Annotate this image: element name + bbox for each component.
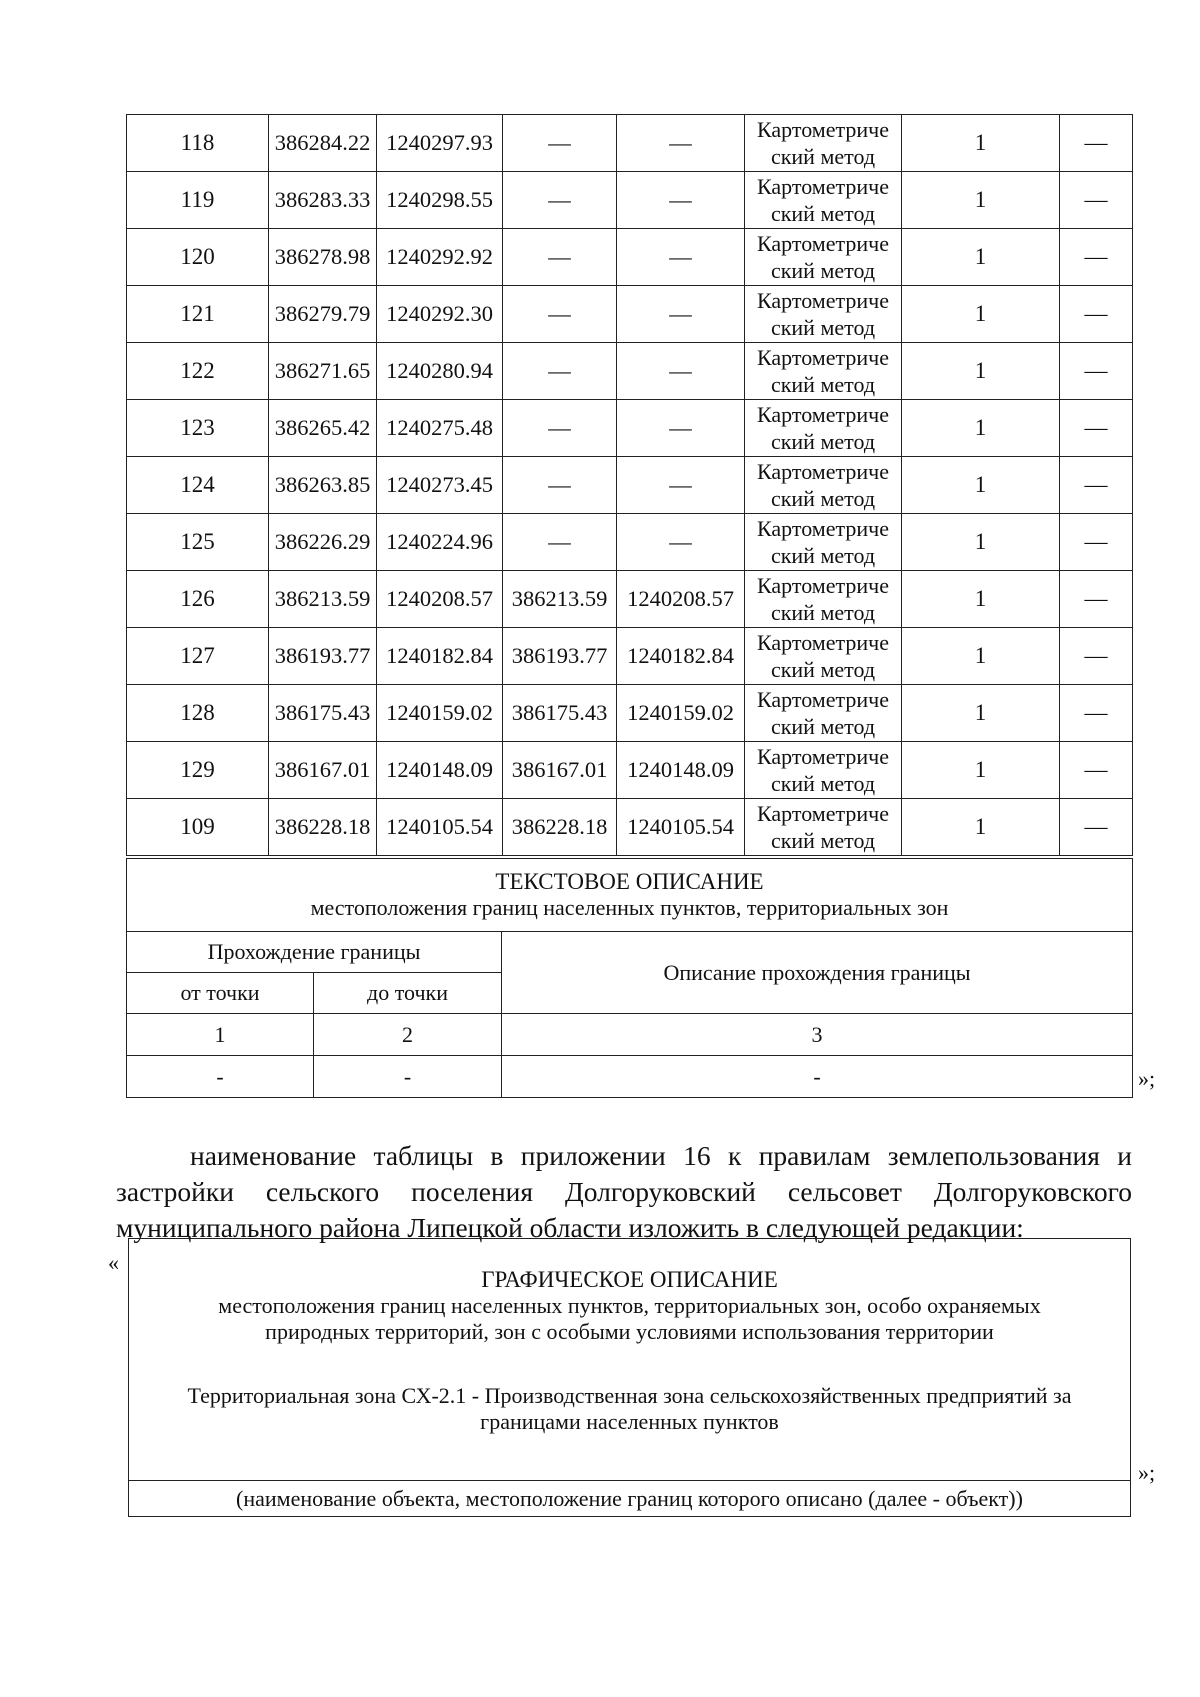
method: Картометриче ский метод bbox=[745, 457, 902, 514]
graphic-description-table bbox=[128, 1238, 1131, 1517]
table-row bbox=[127, 685, 1133, 742]
row-to-point: - bbox=[314, 1056, 502, 1098]
header-to-point: до точки bbox=[314, 973, 502, 1014]
coord-y: 1240298.55 bbox=[377, 172, 503, 229]
note: — bbox=[1060, 457, 1133, 514]
row-description: - bbox=[502, 1056, 1133, 1098]
column-number-3: 3 bbox=[502, 1014, 1133, 1056]
method: Картометриче ский метод bbox=[745, 286, 902, 343]
coord-y-prev: 1240105.54 bbox=[617, 799, 745, 856]
table-row bbox=[127, 742, 1133, 799]
coord-x-prev: 386167.01 bbox=[503, 742, 617, 799]
table-row bbox=[127, 628, 1133, 685]
accuracy: 1 bbox=[902, 457, 1060, 514]
table-row bbox=[127, 229, 1133, 286]
table-row bbox=[127, 286, 1133, 343]
coord-x-prev: — bbox=[503, 343, 617, 400]
coordinates-table bbox=[126, 114, 1133, 856]
coord-x: 386228.18 bbox=[269, 799, 377, 856]
point-number: 124 bbox=[127, 457, 269, 514]
point-number: 119 bbox=[127, 172, 269, 229]
coord-y: 1240159.02 bbox=[377, 685, 503, 742]
coord-y: 1240275.48 bbox=[377, 400, 503, 457]
table-row bbox=[127, 457, 1133, 514]
accuracy: 1 bbox=[902, 742, 1060, 799]
point-number: 126 bbox=[127, 571, 269, 628]
open-quote: « bbox=[108, 1250, 119, 1275]
table-row bbox=[127, 571, 1133, 628]
point-number: 122 bbox=[127, 343, 269, 400]
column-number-2: 2 bbox=[314, 1014, 502, 1056]
accuracy: 1 bbox=[902, 628, 1060, 685]
coord-x-prev: — bbox=[503, 286, 617, 343]
coord-y: 1240224.96 bbox=[377, 514, 503, 571]
text-description-title-row bbox=[127, 859, 1133, 932]
accuracy: 1 bbox=[902, 229, 1060, 286]
table-row bbox=[127, 115, 1133, 172]
text-description-title: ТЕКСТОВОЕ ОПИСАНИЕ bbox=[495, 869, 764, 894]
coordinates-table-body bbox=[127, 115, 1133, 856]
coord-x: 386213.59 bbox=[269, 571, 377, 628]
coord-x: 386284.22 bbox=[269, 115, 377, 172]
note: — bbox=[1060, 742, 1133, 799]
coord-y-prev: — bbox=[617, 400, 745, 457]
note: — bbox=[1060, 400, 1133, 457]
coord-y-prev: 1240148.09 bbox=[617, 742, 745, 799]
zone-name-line-2: границами населенных пунктов bbox=[480, 1409, 779, 1434]
note: — bbox=[1060, 628, 1133, 685]
accuracy: 1 bbox=[902, 799, 1060, 856]
coord-x-prev: — bbox=[503, 514, 617, 571]
note: — bbox=[1060, 229, 1133, 286]
graphic-description-title: ГРАФИЧЕСКОЕ ОПИСАНИЕ bbox=[481, 1267, 778, 1292]
paragraph-line-2: застройки сельского поселения Долгоруковский сельсовет Долгоруковского bbox=[116, 1176, 1132, 1207]
graphic-description-caption-row bbox=[129, 1481, 1131, 1517]
coord-x: 386226.29 bbox=[269, 514, 377, 571]
coord-y: 1240297.93 bbox=[377, 115, 503, 172]
point-number: 118 bbox=[127, 115, 269, 172]
table-row bbox=[127, 400, 1133, 457]
table-row bbox=[127, 172, 1133, 229]
coord-x-prev: 386175.43 bbox=[503, 685, 617, 742]
accuracy: 1 bbox=[902, 685, 1060, 742]
header-passage: Прохождение границы bbox=[127, 932, 502, 973]
coord-y: 1240280.94 bbox=[377, 343, 503, 400]
coord-y-prev: — bbox=[617, 343, 745, 400]
coord-x-prev: — bbox=[503, 115, 617, 172]
table-row bbox=[127, 514, 1133, 571]
method: Картометриче ский метод bbox=[745, 115, 902, 172]
header-from-point: от точки bbox=[127, 973, 314, 1014]
close-quote-2: »; bbox=[1138, 1460, 1156, 1485]
point-number: 121 bbox=[127, 286, 269, 343]
method: Картометриче ский метод bbox=[745, 343, 902, 400]
row-from-point: - bbox=[127, 1056, 314, 1098]
zone-name-line-1: Территориальная зона СХ-2.1 - Производственная зона сельскохозяйственных предприятий за bbox=[187, 1383, 1072, 1408]
coord-y-prev: 1240182.84 bbox=[617, 628, 745, 685]
amendment-paragraph bbox=[116, 1138, 1132, 1246]
coord-x-prev: — bbox=[503, 400, 617, 457]
coord-x-prev: 386228.18 bbox=[503, 799, 617, 856]
graphic-description-cell bbox=[129, 1239, 1131, 1481]
point-number: 129 bbox=[127, 742, 269, 799]
coord-y-prev: 1240208.57 bbox=[617, 571, 745, 628]
accuracy: 1 bbox=[902, 286, 1060, 343]
point-number: 125 bbox=[127, 514, 269, 571]
method: Картометриче ский метод bbox=[745, 628, 902, 685]
coord-y-prev: — bbox=[617, 172, 745, 229]
text-description-subtitle: местоположения границ населенных пунктов, территориальных зон bbox=[310, 895, 949, 920]
accuracy: 1 bbox=[902, 115, 1060, 172]
coord-x: 386265.42 bbox=[269, 400, 377, 457]
coord-x: 386283.33 bbox=[269, 172, 377, 229]
note: — bbox=[1060, 343, 1133, 400]
method: Картометриче ский метод bbox=[745, 172, 902, 229]
method: Картометриче ский метод bbox=[745, 799, 902, 856]
point-number: 120 bbox=[127, 229, 269, 286]
coord-x: 386278.98 bbox=[269, 229, 377, 286]
coord-x-prev: — bbox=[503, 172, 617, 229]
coord-x: 386193.77 bbox=[269, 628, 377, 685]
coord-y-prev: — bbox=[617, 286, 745, 343]
note: — bbox=[1060, 799, 1133, 856]
method: Картометриче ский метод bbox=[745, 571, 902, 628]
accuracy: 1 bbox=[902, 514, 1060, 571]
coord-y-prev: — bbox=[617, 229, 745, 286]
text-description-table bbox=[126, 858, 1133, 1098]
coord-y: 1240105.54 bbox=[377, 799, 503, 856]
method: Картометриче ский метод bbox=[745, 229, 902, 286]
point-number: 123 bbox=[127, 400, 269, 457]
text-description-title-cell bbox=[127, 859, 1133, 932]
graphic-description-subtitle-2: природных территорий, зон с особыми условиями использования территории bbox=[265, 1319, 994, 1344]
coord-y: 1240292.92 bbox=[377, 229, 503, 286]
graphic-description-main-row bbox=[129, 1239, 1131, 1481]
coord-x: 386271.65 bbox=[269, 343, 377, 400]
table-row bbox=[127, 799, 1133, 856]
graphic-description-subtitle-1: местоположения границ населенных пунктов, территориальных зон, особо охраняемых bbox=[218, 1293, 1041, 1318]
object-caption: (наименование объекта, местоположение границ которого описано (далее - объект)) bbox=[129, 1481, 1131, 1517]
column-number-1: 1 bbox=[127, 1014, 314, 1056]
coord-y-prev: — bbox=[617, 514, 745, 571]
coord-x: 386263.85 bbox=[269, 457, 377, 514]
coord-x-prev: 386193.77 bbox=[503, 628, 617, 685]
text-description-data-row bbox=[127, 1056, 1133, 1098]
coord-x: 386167.01 bbox=[269, 742, 377, 799]
accuracy: 1 bbox=[902, 172, 1060, 229]
method: Картометриче ский метод bbox=[745, 400, 902, 457]
close-quote-1: »; bbox=[1138, 1066, 1156, 1091]
note: — bbox=[1060, 115, 1133, 172]
point-number: 128 bbox=[127, 685, 269, 742]
coord-y: 1240292.30 bbox=[377, 286, 503, 343]
accuracy: 1 bbox=[902, 400, 1060, 457]
accuracy: 1 bbox=[902, 343, 1060, 400]
method: Картометриче ский метод bbox=[745, 742, 902, 799]
coord-x-prev: — bbox=[503, 457, 617, 514]
note: — bbox=[1060, 514, 1133, 571]
coord-y: 1240148.09 bbox=[377, 742, 503, 799]
paragraph-line-1: наименование таблицы в приложении 16 к правилам землепользования и bbox=[190, 1140, 1132, 1171]
point-number: 109 bbox=[127, 799, 269, 856]
coord-x-prev: 386213.59 bbox=[503, 571, 617, 628]
note: — bbox=[1060, 685, 1133, 742]
column-number-row bbox=[127, 1014, 1133, 1056]
note: — bbox=[1060, 286, 1133, 343]
coord-y-prev: 1240159.02 bbox=[617, 685, 745, 742]
accuracy: 1 bbox=[902, 571, 1060, 628]
text-description-header-row bbox=[127, 932, 1133, 973]
table-row bbox=[127, 343, 1133, 400]
coord-y: 1240273.45 bbox=[377, 457, 503, 514]
header-description: Описание прохождения границы bbox=[502, 932, 1133, 1014]
coord-y: 1240182.84 bbox=[377, 628, 503, 685]
coord-x: 386279.79 bbox=[269, 286, 377, 343]
coord-y-prev: — bbox=[617, 457, 745, 514]
coord-x: 386175.43 bbox=[269, 685, 377, 742]
note: — bbox=[1060, 172, 1133, 229]
point-number: 127 bbox=[127, 628, 269, 685]
paragraph-line-3: муниципального района Липецкой области изложить в следующей редакции: bbox=[116, 1212, 1024, 1243]
spacer bbox=[129, 1345, 1130, 1383]
coord-y-prev: — bbox=[617, 115, 745, 172]
coord-x-prev: — bbox=[503, 229, 617, 286]
coord-y: 1240208.57 bbox=[377, 571, 503, 628]
method: Картометриче ский метод bbox=[745, 685, 902, 742]
method: Картометриче ский метод bbox=[745, 514, 902, 571]
note: — bbox=[1060, 571, 1133, 628]
